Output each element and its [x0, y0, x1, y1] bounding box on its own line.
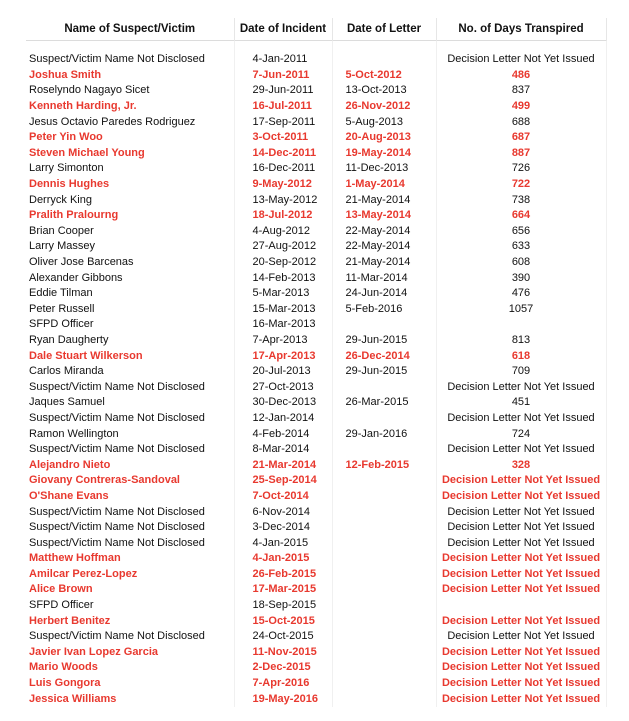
table-row	[26, 348, 606, 364]
cell-name: Giovany Contreras-Sandoval	[26, 473, 234, 489]
cell-date-of-letter	[332, 504, 436, 520]
cell-date-of-letter: 5-Feb-2016	[332, 302, 436, 318]
cell-days-transpired: 837	[436, 83, 606, 99]
cell-date-of-incident: 12-Jan-2014	[234, 411, 332, 427]
cell-days-transpired: 451	[436, 395, 606, 411]
cell-date-of-letter: 21-May-2014	[332, 192, 436, 208]
cell-days-transpired: 724	[436, 426, 606, 442]
table-row	[26, 270, 606, 286]
cell-days-transpired: Decision Letter Not Yet Issued	[436, 629, 606, 645]
table-row	[26, 520, 606, 536]
table-row	[26, 364, 606, 380]
table-row	[26, 535, 606, 551]
cell-name: Peter Russell	[26, 302, 234, 318]
cell-days-transpired: Decision Letter Not Yet Issued	[436, 567, 606, 583]
cell-days-transpired: Decision Letter Not Yet Issued	[436, 504, 606, 520]
cell-date-of-letter	[332, 442, 436, 458]
cell-days-transpired: 1057	[436, 302, 606, 318]
header-days-transpired: No. of Days Transpired	[436, 18, 606, 41]
cell-date-of-letter: 11-Mar-2014	[332, 270, 436, 286]
table-row	[26, 52, 606, 68]
cell-date-of-letter: 5-Oct-2012	[332, 68, 436, 84]
cell-name: Jaques Samuel	[26, 395, 234, 411]
cell-date-of-letter: 22-May-2014	[332, 224, 436, 240]
cell-date-of-letter: 26-Mar-2015	[332, 395, 436, 411]
cell-name: Steven Michael Young	[26, 146, 234, 162]
cell-days-transpired: Decision Letter Not Yet Issued	[436, 660, 606, 676]
cell-days-transpired: Decision Letter Not Yet Issued	[436, 676, 606, 692]
table-row	[26, 426, 606, 442]
cell-date-of-letter	[332, 660, 436, 676]
table-row	[26, 192, 606, 208]
table-row	[26, 99, 606, 115]
table-row	[26, 457, 606, 473]
cell-date-of-incident: 14-Dec-2011	[234, 146, 332, 162]
incident-sheet	[26, 18, 606, 707]
cell-date-of-incident: 19-May-2016	[234, 691, 332, 707]
blank-row	[26, 41, 606, 53]
cell-name: SFPD Officer	[26, 317, 234, 333]
cell-days-transpired: 726	[436, 161, 606, 177]
table-row	[26, 504, 606, 520]
cell-days-transpired	[436, 598, 606, 614]
cell-days-transpired: Decision Letter Not Yet Issued	[436, 52, 606, 68]
cell-days-transpired: Decision Letter Not Yet Issued	[436, 582, 606, 598]
cell-name: Matthew Hoffman	[26, 551, 234, 567]
table-row	[26, 582, 606, 598]
cell-date-of-incident: 4-Aug-2012	[234, 224, 332, 240]
cell-name: Dennis Hughes	[26, 177, 234, 193]
cell-date-of-incident: 7-Jun-2011	[234, 68, 332, 84]
cell-name: Carlos Miranda	[26, 364, 234, 380]
cell-date-of-letter	[332, 645, 436, 661]
cell-date-of-letter	[332, 598, 436, 614]
cell-date-of-incident: 16-Dec-2011	[234, 161, 332, 177]
cell-date-of-letter	[332, 691, 436, 707]
cell-days-transpired: 633	[436, 239, 606, 255]
cell-date-of-letter	[332, 629, 436, 645]
cell-date-of-incident: 4-Feb-2014	[234, 426, 332, 442]
table-row	[26, 302, 606, 318]
cell-name: Ryan Daugherty	[26, 333, 234, 349]
table-row	[26, 629, 606, 645]
cell-date-of-letter: 20-Aug-2013	[332, 130, 436, 146]
cell-name: Jessica Williams	[26, 691, 234, 707]
cell-date-of-letter: 22-May-2014	[332, 239, 436, 255]
cell-date-of-letter: 1-May-2014	[332, 177, 436, 193]
table-row	[26, 613, 606, 629]
cell-date-of-incident: 14-Feb-2013	[234, 270, 332, 286]
table-row	[26, 286, 606, 302]
header-date-of-incident: Date of Incident	[234, 18, 332, 41]
cell-days-transpired: 608	[436, 255, 606, 271]
cell-name: Suspect/Victim Name Not Disclosed	[26, 520, 234, 536]
cell-name: Brian Cooper	[26, 224, 234, 240]
cell-days-transpired: Decision Letter Not Yet Issued	[436, 645, 606, 661]
table-row	[26, 551, 606, 567]
cell-date-of-letter: 11-Dec-2013	[332, 161, 436, 177]
cell-date-of-letter: 26-Nov-2012	[332, 99, 436, 115]
table-row	[26, 598, 606, 614]
cell-days-transpired: 738	[436, 192, 606, 208]
incident-table	[26, 18, 607, 707]
table-row	[26, 114, 606, 130]
cell-date-of-letter	[332, 676, 436, 692]
cell-date-of-letter: 19-May-2014	[332, 146, 436, 162]
cell-name: Jesus Octavio Paredes Rodriguez	[26, 114, 234, 130]
cell-name: Alexander Gibbons	[26, 270, 234, 286]
cell-date-of-incident: 18-Jul-2012	[234, 208, 332, 224]
table-header-row	[26, 18, 606, 41]
cell-name: Suspect/Victim Name Not Disclosed	[26, 52, 234, 68]
cell-name: Mario Woods	[26, 660, 234, 676]
cell-days-transpired: Decision Letter Not Yet Issued	[436, 489, 606, 505]
cell-name: Amilcar Perez-Lopez	[26, 567, 234, 583]
cell-date-of-incident: 20-Sep-2012	[234, 255, 332, 271]
table-row	[26, 130, 606, 146]
cell-days-transpired: Decision Letter Not Yet Issued	[436, 473, 606, 489]
cell-date-of-incident: 16-Jul-2011	[234, 99, 332, 115]
table-row	[26, 395, 606, 411]
cell-days-transpired: 328	[436, 457, 606, 473]
cell-date-of-incident: 26-Feb-2015	[234, 567, 332, 583]
cell-date-of-incident: 3-Dec-2014	[234, 520, 332, 536]
table-row	[26, 489, 606, 505]
cell-date-of-letter: 21-May-2014	[332, 255, 436, 271]
cell-date-of-incident: 18-Sep-2015	[234, 598, 332, 614]
cell-name: O'Shane Evans	[26, 489, 234, 505]
cell-name: Suspect/Victim Name Not Disclosed	[26, 379, 234, 395]
cell-date-of-letter: 26-Dec-2014	[332, 348, 436, 364]
cell-days-transpired: 688	[436, 114, 606, 130]
table-row	[26, 333, 606, 349]
cell-date-of-incident: 9-May-2012	[234, 177, 332, 193]
cell-date-of-incident: 15-Oct-2015	[234, 613, 332, 629]
cell-date-of-incident: 3-Oct-2011	[234, 130, 332, 146]
cell-days-transpired: Decision Letter Not Yet Issued	[436, 535, 606, 551]
cell-days-transpired: 887	[436, 146, 606, 162]
cell-date-of-letter	[332, 411, 436, 427]
cell-date-of-letter: 13-Oct-2013	[332, 83, 436, 99]
cell-date-of-incident: 8-Mar-2014	[234, 442, 332, 458]
cell-date-of-letter	[332, 535, 436, 551]
cell-name: Dale Stuart Wilkerson	[26, 348, 234, 364]
cell-name: Kenneth Harding, Jr.	[26, 99, 234, 115]
cell-days-transpired: 618	[436, 348, 606, 364]
table-row	[26, 83, 606, 99]
cell-date-of-incident: 13-May-2012	[234, 192, 332, 208]
table-row	[26, 442, 606, 458]
cell-date-of-incident: 2-Dec-2015	[234, 660, 332, 676]
table-row	[26, 224, 606, 240]
cell-name: Javier Ivan Lopez Garcia	[26, 645, 234, 661]
cell-name: Larry Massey	[26, 239, 234, 255]
cell-days-transpired: 664	[436, 208, 606, 224]
cell-days-transpired: 499	[436, 99, 606, 115]
cell-name: Herbert Benitez	[26, 613, 234, 629]
cell-days-transpired: Decision Letter Not Yet Issued	[436, 551, 606, 567]
cell-date-of-incident: 7-Apr-2016	[234, 676, 332, 692]
cell-date-of-letter	[332, 317, 436, 333]
cell-days-transpired: 476	[436, 286, 606, 302]
cell-days-transpired: 709	[436, 364, 606, 380]
cell-days-transpired: Decision Letter Not Yet Issued	[436, 379, 606, 395]
cell-days-transpired: Decision Letter Not Yet Issued	[436, 520, 606, 536]
cell-date-of-incident: 6-Nov-2014	[234, 504, 332, 520]
cell-date-of-incident: 7-Oct-2014	[234, 489, 332, 505]
cell-date-of-letter	[332, 52, 436, 68]
table-row	[26, 411, 606, 427]
cell-date-of-letter	[332, 473, 436, 489]
cell-days-transpired: Decision Letter Not Yet Issued	[436, 613, 606, 629]
header-name: Name of Suspect/Victim	[26, 18, 234, 41]
cell-date-of-incident: 5-Mar-2013	[234, 286, 332, 302]
cell-date-of-incident: 4-Jan-2015	[234, 551, 332, 567]
cell-date-of-incident: 29-Jun-2011	[234, 83, 332, 99]
cell-date-of-letter	[332, 379, 436, 395]
table-row	[26, 255, 606, 271]
table-row	[26, 239, 606, 255]
cell-name: Larry Simonton	[26, 161, 234, 177]
cell-date-of-incident: 27-Oct-2013	[234, 379, 332, 395]
header-date-of-letter: Date of Letter	[332, 18, 436, 41]
table-row	[26, 567, 606, 583]
cell-name: SFPD Officer	[26, 598, 234, 614]
cell-date-of-incident: 21-Mar-2014	[234, 457, 332, 473]
table-row	[26, 676, 606, 692]
cell-name: Alice Brown	[26, 582, 234, 598]
cell-name: Roselyndo Nagayo Sicet	[26, 83, 234, 99]
cell-date-of-incident: 11-Nov-2015	[234, 645, 332, 661]
cell-name: Eddie Tilman	[26, 286, 234, 302]
cell-date-of-letter: 29-Jun-2015	[332, 333, 436, 349]
cell-date-of-incident: 17-Mar-2015	[234, 582, 332, 598]
cell-date-of-letter	[332, 567, 436, 583]
table-row	[26, 473, 606, 489]
cell-name: Alejandro Nieto	[26, 457, 234, 473]
cell-date-of-incident: 27-Aug-2012	[234, 239, 332, 255]
cell-days-transpired: 656	[436, 224, 606, 240]
cell-days-transpired: 486	[436, 68, 606, 84]
cell-days-transpired: Decision Letter Not Yet Issued	[436, 691, 606, 707]
cell-date-of-letter	[332, 520, 436, 536]
cell-date-of-letter	[332, 489, 436, 505]
cell-days-transpired: 813	[436, 333, 606, 349]
cell-date-of-letter: 13-May-2014	[332, 208, 436, 224]
table-row	[26, 379, 606, 395]
cell-date-of-incident: 25-Sep-2014	[234, 473, 332, 489]
cell-date-of-incident: 17-Apr-2013	[234, 348, 332, 364]
cell-days-transpired: Decision Letter Not Yet Issued	[436, 411, 606, 427]
cell-name: Luis Gongora	[26, 676, 234, 692]
cell-name: Suspect/Victim Name Not Disclosed	[26, 442, 234, 458]
cell-date-of-incident: 20-Jul-2013	[234, 364, 332, 380]
cell-date-of-incident: 30-Dec-2013	[234, 395, 332, 411]
cell-date-of-incident: 17-Sep-2011	[234, 114, 332, 130]
cell-date-of-letter	[332, 613, 436, 629]
cell-name: Suspect/Victim Name Not Disclosed	[26, 411, 234, 427]
cell-date-of-incident: 7-Apr-2013	[234, 333, 332, 349]
table-row	[26, 161, 606, 177]
cell-name: Peter Yin Woo	[26, 130, 234, 146]
cell-name: Suspect/Victim Name Not Disclosed	[26, 504, 234, 520]
cell-date-of-letter: 5-Aug-2013	[332, 114, 436, 130]
cell-date-of-letter: 12-Feb-2015	[332, 457, 436, 473]
cell-date-of-incident: 4-Jan-2011	[234, 52, 332, 68]
table-row	[26, 317, 606, 333]
table-row	[26, 645, 606, 661]
cell-name: Pralith Pralourng	[26, 208, 234, 224]
cell-name: Suspect/Victim Name Not Disclosed	[26, 535, 234, 551]
cell-date-of-letter	[332, 582, 436, 598]
cell-date-of-incident: 16-Mar-2013	[234, 317, 332, 333]
cell-date-of-letter	[332, 551, 436, 567]
cell-name: Oliver Jose Barcenas	[26, 255, 234, 271]
cell-date-of-incident: 24-Oct-2015	[234, 629, 332, 645]
table-row	[26, 177, 606, 193]
cell-date-of-incident: 4-Jan-2015	[234, 535, 332, 551]
table-row	[26, 691, 606, 707]
cell-date-of-incident: 15-Mar-2013	[234, 302, 332, 318]
table-row	[26, 68, 606, 84]
table-row	[26, 208, 606, 224]
cell-days-transpired: 722	[436, 177, 606, 193]
table-row	[26, 146, 606, 162]
cell-date-of-letter: 24-Jun-2014	[332, 286, 436, 302]
cell-days-transpired	[436, 317, 606, 333]
cell-days-transpired: Decision Letter Not Yet Issued	[436, 442, 606, 458]
cell-date-of-letter: 29-Jan-2016	[332, 426, 436, 442]
cell-name: Derryck King	[26, 192, 234, 208]
cell-name: Joshua Smith	[26, 68, 234, 84]
cell-date-of-letter: 29-Jun-2015	[332, 364, 436, 380]
cell-name: Ramon Wellington	[26, 426, 234, 442]
cell-name: Suspect/Victim Name Not Disclosed	[26, 629, 234, 645]
cell-days-transpired: 687	[436, 130, 606, 146]
cell-days-transpired: 390	[436, 270, 606, 286]
table-row	[26, 660, 606, 676]
